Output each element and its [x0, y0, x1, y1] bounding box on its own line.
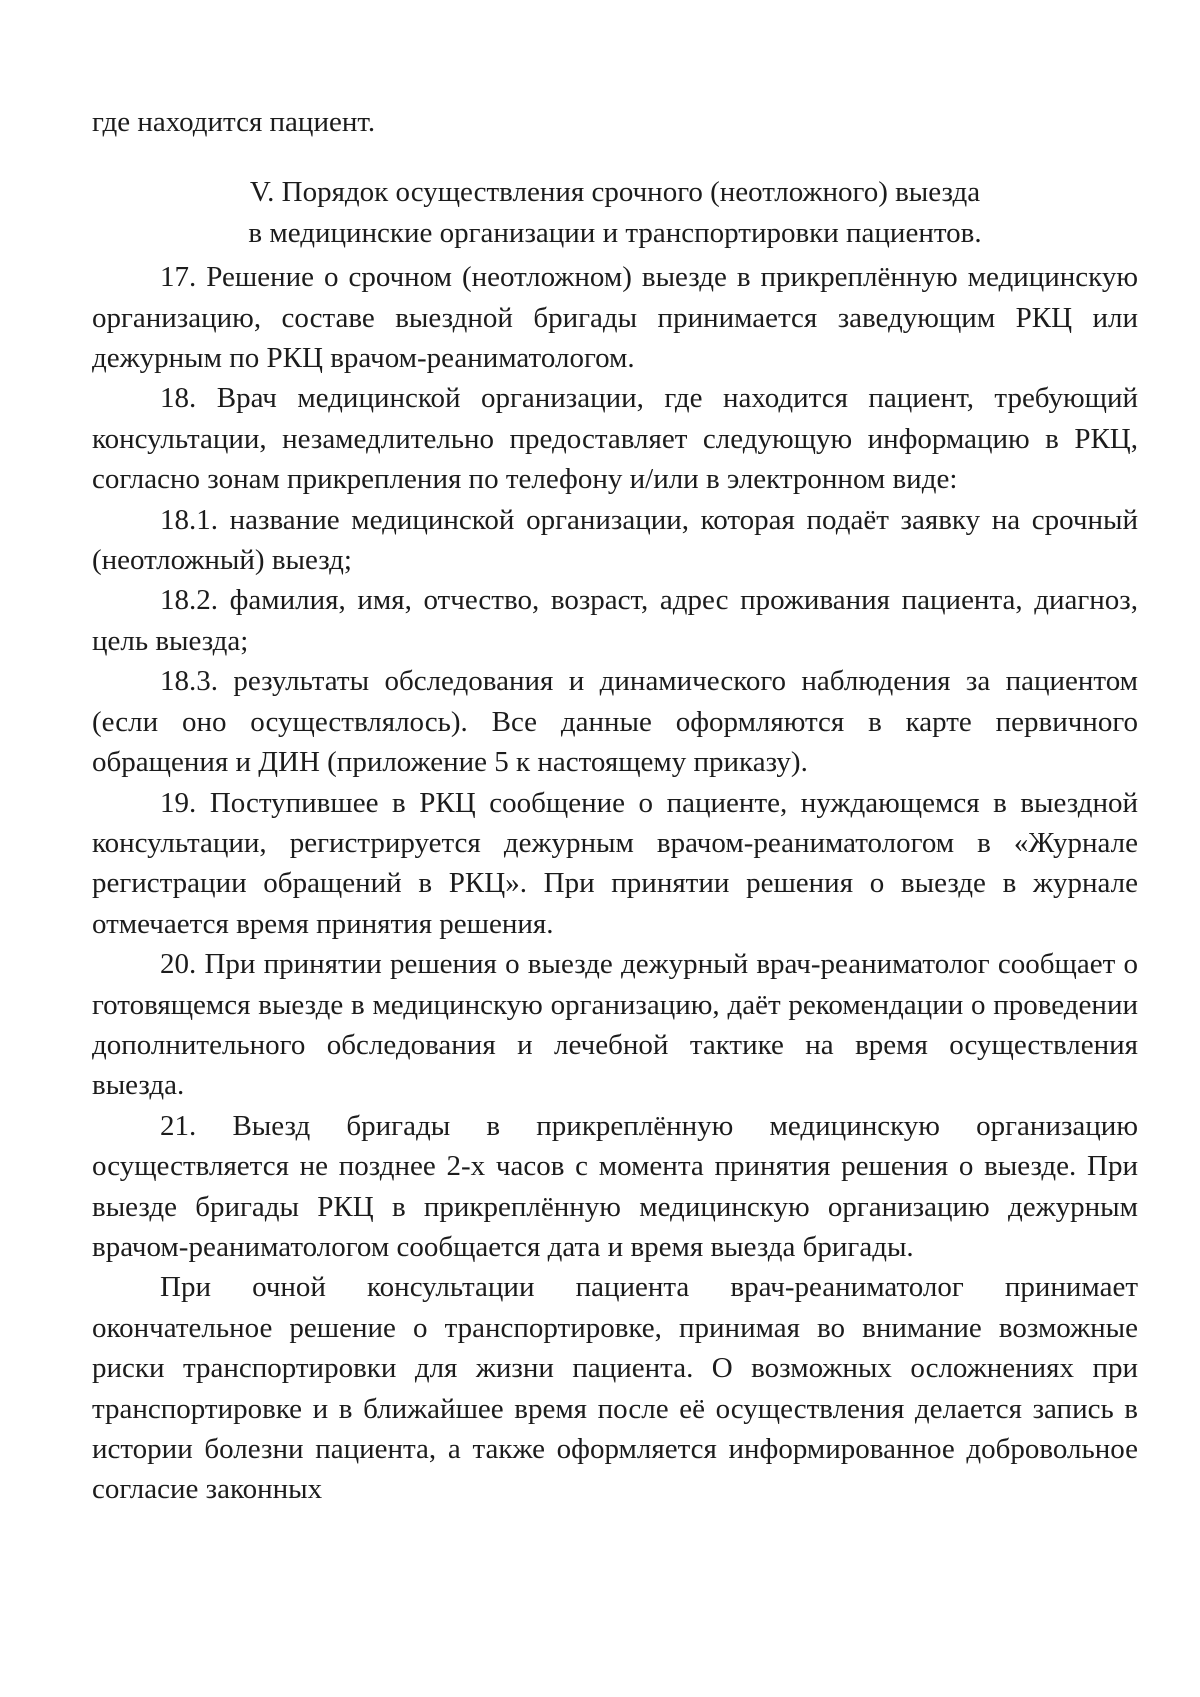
paragraph-21-continuation: При очной консультации пациента врач-реаниматолог принимает окончательное решение о транспортировке, принимая во внимание возможные риски транспортировки для жизни пациента. О возможных осложнениях при транспортировке и в ближайшее время после её осуществления делается запись в истории болезни пациента, а также оформляется информированное добровольное согласие законных	[92, 1271, 1138, 1506]
paragraph-18: 18. Врач медицинской организации, где находится пациент, требующий консультации, незамедлительно предоставляет следующую информацию в РКЦ, согласно зонам прикрепления по телефону и/или в электронном виде:	[92, 382, 1138, 496]
section-heading	[92, 172, 1138, 253]
paragraph-17: 17. Решение о срочном (неотложном) выезде в прикреплённую медицинскую организацию, составе выездной бригады принимается заведующим РКЦ или дежурным по РКЦ врачом-реаниматологом.	[92, 261, 1138, 375]
paragraph-19: 19. Поступившее в РКЦ сообщение о пациенте, нуждающемся в выездной консультации, регистрируется дежурным врачом-реаниматологом в «Журнале регистрации обращений в РКЦ». При принятии решения о выезде в журнале отмечается время принятия решения.	[92, 786, 1138, 940]
section-heading-line-1: V. Порядок осуществления срочного (неотложного) выезда	[249, 176, 981, 209]
lead-line: где находится пациент.	[92, 106, 376, 138]
paragraph-18-3: 18.3. результаты обследования и динамического наблюдения за пациентом (если оно осуществлялось). Все данные оформляются в карте первичного обращения и ДИН (приложение 5 к настоящему приказу).	[92, 665, 1138, 779]
paragraph-21: 21. Выезд бригады в прикреплённую медицинскую организацию осуществляется не позднее 2-х часов с момента принятия решения о выезде. При выезде бригады РКЦ в прикреплённую медицинскую организацию дежурным врачом-реаниматологом сообщается дата и время выезда бригады.	[92, 1109, 1138, 1263]
paragraph-20: 20. При принятии решения о выезде дежурный врач-реаниматолог сообщает о готовящемся выезде в медицинскую организацию, даёт рекомендации о проведении дополнительного обследования и лечебной тактике на время осуществления выезда.	[92, 948, 1138, 1102]
document-body	[92, 102, 1138, 1510]
paragraph-18-1: 18.1. название медицинской организации, которая подаёт заявку на срочный (неотложный) выезд;	[92, 503, 1138, 577]
section-heading-line-2: в медицинские организации и транспортировки пациентов.	[248, 216, 982, 249]
paragraph-18-2: 18.2. фамилия, имя, отчество, возраст, адрес проживания пациента, диагноз, цель выезда;	[92, 584, 1138, 657]
